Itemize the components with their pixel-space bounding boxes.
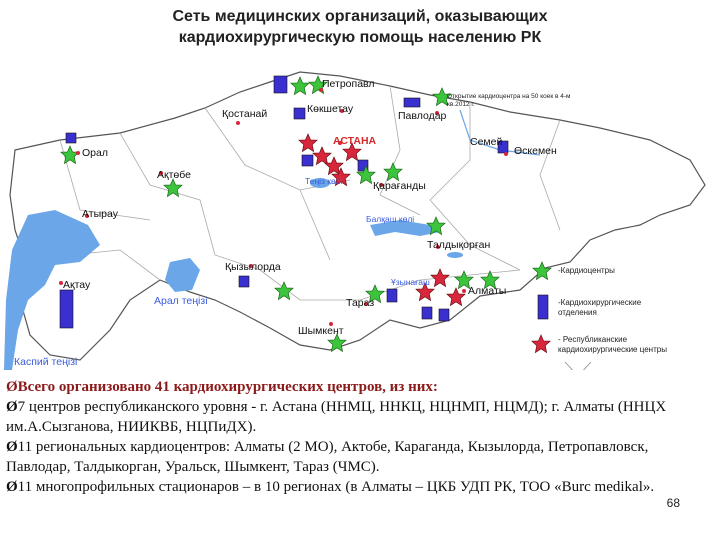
city-label-oral: Орал [82, 147, 108, 159]
city-dot [76, 151, 80, 155]
dept-square-kokshetau [294, 108, 305, 119]
bullet-4 [6, 477, 716, 497]
note-open-cardiocenter: Открытие кардиоцентра на 50 коек в 4-м кв.2012 г. [447, 93, 571, 108]
city-label-oskemen: Өскемен [514, 145, 557, 157]
dept-square-almaty-2 [439, 309, 449, 321]
bullet-marker: Ø [6, 379, 18, 395]
dept-square-astana-1 [302, 155, 313, 166]
city-label-caspian: Каспий теңізі [14, 356, 78, 368]
city-label-balkhash: Балқаш көлі [366, 214, 415, 224]
dept-square-aktau [60, 290, 73, 328]
city-dot [504, 152, 508, 156]
dept-square-legend [538, 295, 548, 319]
legend-callout-pointer [565, 362, 591, 370]
legend-cardiosurgery-departments: -Кардиохирургические отделения [558, 298, 642, 317]
city-label-almaty: Алматы [468, 285, 507, 297]
city-label-petropavl: Петропавл [322, 78, 375, 90]
bullet-1-text: Всего организовано 41 кардиохирургических центров, из них: [17, 379, 438, 395]
small-lake [447, 252, 463, 258]
city-label-aktobe: Ақтөбе [157, 169, 191, 181]
bullet-1 [6, 377, 716, 397]
city-label-semei: Семей [470, 136, 503, 148]
city-label-kostanai: Қостанай [222, 108, 268, 120]
title-line-1: Сеть медицинских организаций, оказывающих [172, 8, 548, 25]
dept-square-almaty-1 [422, 307, 432, 319]
city-label-aral: Арал теңізі [154, 295, 208, 307]
city-label-taldykorgan: Талдықорған [427, 239, 491, 251]
city-label-pavlodar: Павлодар [398, 110, 447, 122]
bullet-marker: Ø [6, 439, 18, 455]
dept-square-oral [66, 133, 76, 143]
city-dot [236, 121, 240, 125]
city-label-kyzylorda: Қызылорда [225, 261, 281, 273]
page-title [0, 6, 720, 48]
city-label-shymkent: Шымкент [298, 325, 344, 337]
city-label-atyrau: Атырау [82, 208, 118, 220]
summary-bullets [6, 377, 716, 497]
bullet-3-text: 11 региональных кардиоцентров: Алматы (2 МО), Актобе, Караганда, Кызылорда, Петропавловск, Павлодар, Талдыкорган, Уральск, Шымкент, Тараз (ЧМС). [6, 439, 649, 475]
rep-star-legend [532, 335, 550, 353]
city-label-kokshetau: Көкшетау [307, 103, 354, 115]
city-label-aktau: Ақтау [63, 279, 91, 291]
dept-square-petropavl [274, 76, 287, 93]
bullet-2-text: 7 центров республиканского уровня - г. Астана (ННМЦ, ННКЦ, НЦНМП, НЦМД); г. Алматы (ННЦХ им.А.Сызганова, НИИКВБ, НЦПиДХ). [6, 399, 667, 435]
city-label-ysykkol: Ұзынағаш [391, 277, 430, 287]
bullet-2 [6, 397, 716, 437]
dept-square-kyzylorda [239, 276, 249, 287]
legend-cardio-centers: -Кардиоцентры [558, 266, 615, 275]
bullet-4-text: 11 многопрофильных стационаров – в 10 регионах (в Алматы – ЦКБ УДП РК, ТОО «Burc medikal». [17, 479, 655, 495]
dept-square-taraz [387, 289, 397, 302]
dept-square-pavlodar [404, 98, 420, 107]
title-line-2: кардиохирургическую помощь населению РК [178, 29, 542, 46]
city-label-tengiz: Теңіз көлі [305, 176, 343, 186]
bullet-3 [6, 437, 716, 477]
city-label-karagandy: Қарағанды [373, 180, 426, 192]
legend-republican-centers: - Республиканские кардиохирургические центры [558, 335, 667, 354]
city-label-taraz: Тараз [346, 297, 375, 309]
page-number: 68 [666, 496, 680, 510]
city-label-astana: АСТАНА [333, 135, 377, 147]
bullet-marker: Ø [6, 479, 18, 495]
city-dot [462, 289, 466, 293]
bullet-marker: Ø [6, 399, 18, 415]
